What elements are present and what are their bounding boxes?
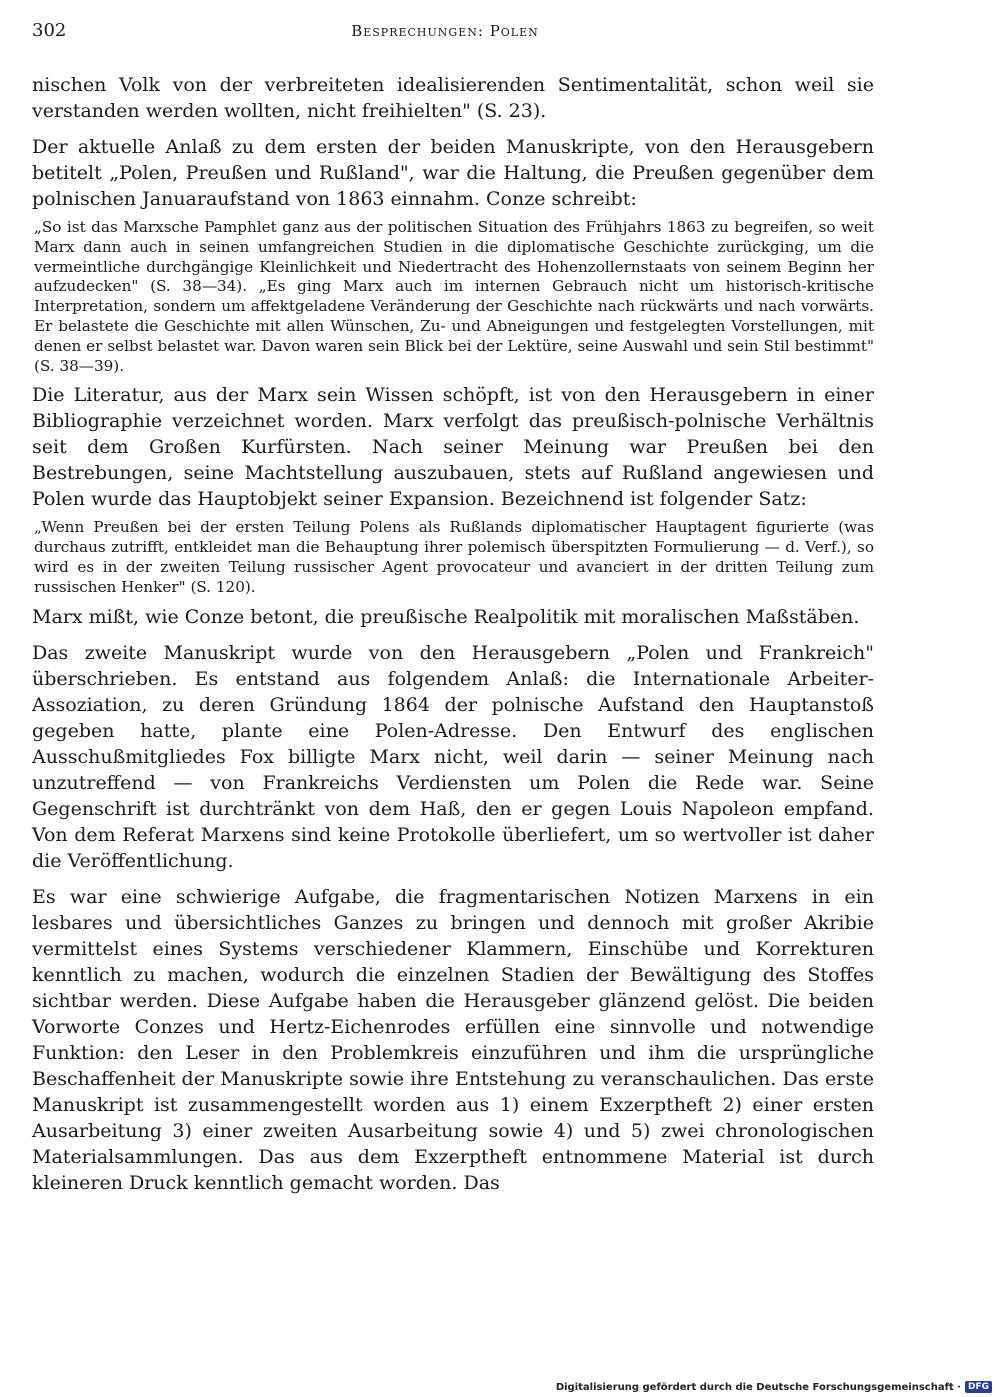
body-text xyxy=(32,72,874,1196)
dfg-logo: DFG xyxy=(965,1381,992,1393)
paragraph-4: Marx mißt, wie Conze betont, die preußische Realpolitik mit moralischen Maßstäben. xyxy=(32,605,860,628)
credit-text: Digitalisierung gefördert durch die Deutsche Forschungsgemeinschaft · xyxy=(555,1381,961,1393)
paragraph-1: nischen Volk von der verbreiteten idealisierenden Sentimentalität, schon weil sie verstanden werden wollten, nicht freihielten" (S. 23). xyxy=(32,74,874,122)
paragraph-6: Es war eine schwierige Aufgabe, die fragmentarischen Notizen Marxens in ein lesbares und übersichtliches Ganzes zu bringen und dennoch mit großer Akribie vermittelst eines Systems verschiedener Klammern, Einschübe und Korrekturen kenntlich zu machen, wodurch die einzelnen Stadien der Bewältigung des Stoffes sichtbar werden. Diese Aufgabe haben die Herausgeber glänzend gelöst. Die beiden Vorworte Conzes und Hertz-Eichenrodes erfüllen eine sinnvolle und notwendige Funktion: den Leser in den Problemkreis einzuführen und ihm die ursprüngliche Beschaffenheit der Manuskripte sowie ihre Entstehung zu veranschaulichen. Das erste Manuskript ist zusammengestellt worden aus 1) einem Exzerptheft 2) einer ersten Ausarbeitung 3) einer zweiten Ausarbeitung sowie 4) und 5) zwei chronologischen Materialsammlungen. Das aus dem Exzerptheft entnommene Material ist durch kleineren Druck kenntlich gemacht worden. Das xyxy=(32,885,874,1194)
running-head: Besprechungen: Polen xyxy=(351,22,539,40)
block-quote-2: „Wenn Preußen bei der ersten Teilung Polens als Rußlands diplomatischer Hauptagent figurierte (was durchaus zutrifft, entkleidet man die Behauptung ihrer polemisch überspitzten Formulierung — d. Verf.), so wird es in der zweiten Teilung russischer Agent provocateur und avanciert in der dritten Teilung zum russischen Henker" (S. 120). xyxy=(34,518,874,596)
block-quote-1: „So ist das Marxsche Pamphlet ganz aus der politischen Situation des Frühjahrs 1863 zu begreifen, so weit Marx dann auch in seinen umfangreichen Studien in die diplomatische Geschichte zurückging, um die vermeintliche durchgängige Kleinlichkeit und Niedertracht des Hohenzollernstaats von seinem Beginn her aufzudecken" (S. 38—34). „Es ging Marx auch im internen Gebrauch nicht um historisch-kritische Interpretation, sondern um affektgeladene Veränderung der Geschichte nach rückwärts und nach vorwärts. Er belastete die Geschichte mit allen Wünschen, Zu- und Abneigungen und festgelegten Vorstellungen, mit denen er selbst belastet war. Davon waren sein Blick bei der Lektüre, seine Auswahl und sein Stil bestimmt" (S. 38—39). xyxy=(34,218,874,375)
page-number: 302 xyxy=(32,20,67,41)
paragraph-5: Das zweite Manuskript wurde von den Herausgebern „Polen und Frankreich" überschrieben. Es entstand aus folgendem Anlaß: die Internationale Arbeiter-Assoziation, zu deren Gründung 1864 der polnische Aufstand den Hauptanstoß gegeben hatte, plante eine Polen-Adresse. Den Entwurf des englischen Ausschußmitgliedes Fox billigte Marx nicht, weil darin — seiner Meinung nach unzutreffend — von Frankreichs Verdiensten um Polen die Rede war. Seine Gegenschrift ist durchtränkt von dem Haß, den er gegen Louis Napoleon empfand. Von dem Referat Marxens sind keine Protokolle überliefert, um so wertvoller ist daher die Veröffentlichung. xyxy=(32,641,874,872)
paragraph-3: Die Literatur, aus der Marx sein Wissen schöpft, ist von den Herausgebern in einer Bibliographie verzeichnet worden. Marx verfolgt das preußisch-polnische Verhältnis seit dem Großen Kurfürsten. Nach seiner Meinung war Preußen bei den Bestrebungen, seine Machtstellung auszubauen, stets auf Rußland angewiesen und Polen wurde das Hauptobjekt seiner Expansion. Bezeichnend ist folgender Satz: xyxy=(32,384,874,511)
paragraph-2: Der aktuelle Anlaß zu dem ersten der beiden Manuskripte, von den Herausgebern betitelt „Polen, Preußen und Rußland", war die Haltung, die Preußen gegenüber dem polnischen Januaraufstand von 1863 einnahm. Conze schreibt: xyxy=(32,136,874,210)
digitization-credit xyxy=(556,1381,992,1393)
